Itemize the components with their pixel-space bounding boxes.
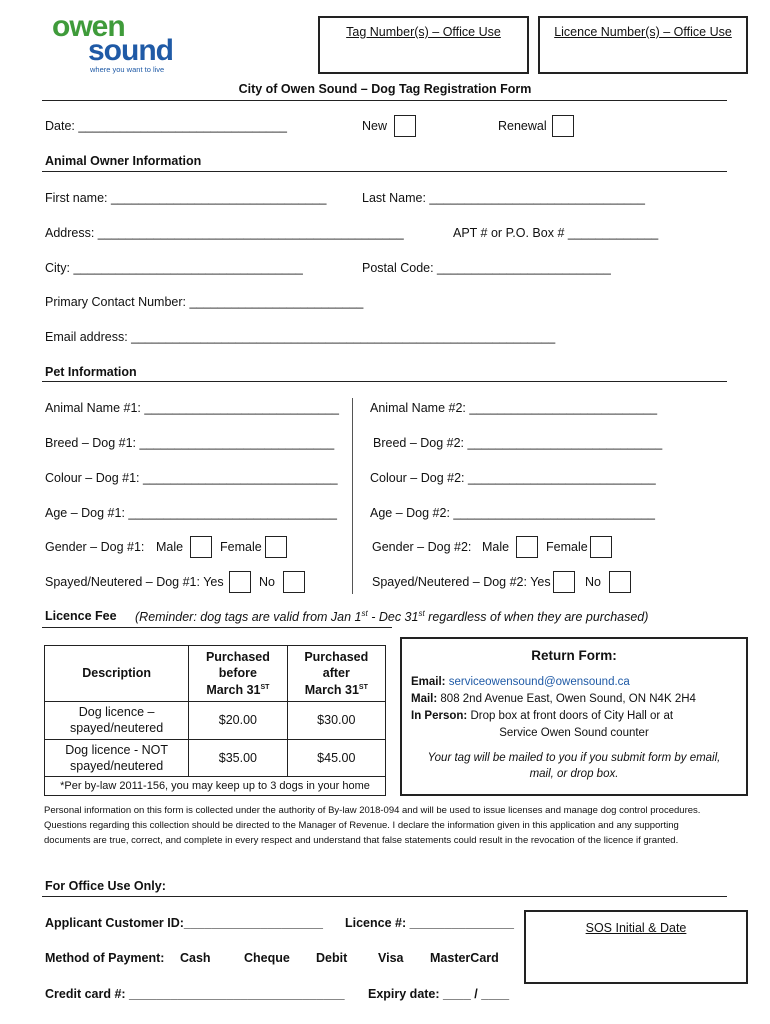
sos-initial-label: SOS Initial & Date xyxy=(585,921,687,935)
new-label: New xyxy=(362,119,388,133)
fee-row1-before: $20.00 xyxy=(189,702,287,740)
fee-header-row xyxy=(45,646,386,702)
dog2-spayed-label: Spayed/Neutered – Dog #2: Yes xyxy=(372,575,551,589)
dog1-male-checkbox[interactable] xyxy=(190,536,212,558)
return-heading: Return Form: xyxy=(531,648,617,663)
office-rule xyxy=(42,896,727,897)
pet-heading: Pet Information xyxy=(45,365,137,379)
return-person-line-2: Service Owen Sound counter xyxy=(499,727,649,739)
reminder-text-c: regardless of when they are purchased) xyxy=(424,610,649,625)
credit-card-field[interactable]: Credit card #: _______________________________ xyxy=(45,987,345,1001)
dog2-age-field[interactable]: Age – Dog #2: _____________________________ xyxy=(370,506,655,520)
return-person-line xyxy=(411,710,673,722)
fee-row xyxy=(45,739,386,777)
licence-number-field[interactable]: Licence #: _______________ xyxy=(345,916,514,930)
col-before-date: March 31 xyxy=(206,682,261,697)
reminder-sup-1: st xyxy=(361,609,368,618)
renewal-label: Renewal xyxy=(498,119,547,133)
sos-initial-box[interactable] xyxy=(524,910,748,984)
new-checkbox[interactable] xyxy=(394,115,416,137)
fee-row xyxy=(45,702,386,740)
logo-tagline: where you want to live xyxy=(90,65,165,74)
privacy-statement: Personal information on this form is collected under the authority of By-law 2018-094 and will be used to issue licenses and manage dog control procedures. Questions regarding this collection should be directed to the Manager of Revenue. I declare the information given in this application and any supporting documents are true, correct, and complete in every respect and understand that false statements could result in the revocation of the licence if granted. xyxy=(44,805,701,846)
return-note: Your tag will be mailed to you if you submit form by email, mail, or drop box. xyxy=(427,752,721,780)
dog2-no-label: No xyxy=(585,575,601,589)
postal-code-field[interactable]: Postal Code: _________________________ xyxy=(362,261,611,275)
licence-fee-table xyxy=(44,645,386,796)
owner-heading: Animal Owner Information xyxy=(45,154,202,168)
dog1-colour-field[interactable]: Colour – Dog #1: ____________________________ xyxy=(45,471,338,485)
dog2-breed-field[interactable]: Breed – Dog #2: ____________________________ xyxy=(373,436,663,450)
col-before-sup: ST xyxy=(260,683,270,691)
fee-row1-desc: Dog licence – spayed/neutered xyxy=(45,702,189,740)
licence-fee-heading: Licence Fee xyxy=(45,609,117,623)
col-after-sup: ST xyxy=(358,683,368,691)
dog1-breed-field[interactable]: Breed – Dog #1: ____________________________ xyxy=(45,436,335,450)
payment-visa[interactable]: Visa xyxy=(378,951,404,965)
title-rule xyxy=(42,100,727,101)
dog2-female-label: Female xyxy=(546,540,588,554)
dog2-female-checkbox[interactable] xyxy=(590,536,612,558)
dog2-spayed-yes-checkbox[interactable] xyxy=(553,571,575,593)
fee-rule xyxy=(42,627,392,628)
owen-sound-logo xyxy=(52,10,182,74)
dog1-female-label: Female xyxy=(220,540,262,554)
col-after xyxy=(287,646,385,702)
dog1-spayed-label: Spayed/Neutered – Dog #1: Yes xyxy=(45,575,224,589)
return-person-label: In Person: xyxy=(411,710,468,722)
fee-row2-desc: Dog licence - NOT spayed/neutered xyxy=(45,739,189,777)
payment-cash[interactable]: Cash xyxy=(180,951,211,965)
fee-footnote-row xyxy=(45,777,386,796)
dog2-spayed-no-checkbox[interactable] xyxy=(609,571,631,593)
dog2-male-checkbox[interactable] xyxy=(516,536,538,558)
return-mail-line xyxy=(411,693,696,705)
form-title: City of Owen Sound – Dog Tag Registration Form xyxy=(238,82,532,96)
dog2-male-label: Male xyxy=(482,540,510,554)
tag-number-box[interactable] xyxy=(318,16,529,74)
licence-fee-reminder xyxy=(135,609,648,624)
col-before xyxy=(189,646,287,702)
col-after-text: Purchased after xyxy=(304,650,369,681)
fee-row1-after: $30.00 xyxy=(287,702,385,740)
dog1-female-checkbox[interactable] xyxy=(265,536,287,558)
dog1-gender-label: Gender – Dog #1: xyxy=(45,540,145,554)
licence-number-label: Licence Number(s) – Office Use xyxy=(554,25,732,39)
return-mail-value: 808 2nd Avenue East, Owen Sound, ON N4K 2H4 xyxy=(440,693,696,705)
date-field[interactable]: Date: ______________________________ xyxy=(45,119,287,133)
address-field[interactable]: Address: ____________________________________________ xyxy=(45,226,404,240)
payment-mastercard[interactable]: MasterCard xyxy=(430,951,499,965)
return-form-box xyxy=(400,637,748,796)
logo-word-sound: sound xyxy=(88,34,173,67)
tag-number-label: Tag Number(s) – Office Use xyxy=(346,25,501,39)
return-email-line xyxy=(411,676,630,688)
dog1-male-label: Male xyxy=(156,540,184,554)
dog1-no-label: No xyxy=(259,575,275,589)
renewal-checkbox[interactable] xyxy=(552,115,574,137)
payment-cheque[interactable]: Cheque xyxy=(244,951,290,965)
expiry-date-field[interactable]: Expiry date: ____ / ____ xyxy=(368,987,510,1001)
owner-rule xyxy=(42,171,727,172)
return-mail-label: Mail: xyxy=(411,693,438,705)
email-field[interactable]: Email address: _____________________________________________________________ xyxy=(45,330,556,344)
fee-row2-after: $45.00 xyxy=(287,739,385,777)
col-description: Description xyxy=(45,646,189,702)
apt-field[interactable]: APT # or P.O. Box # _____________ xyxy=(453,226,659,240)
fee-row2-before: $35.00 xyxy=(189,739,287,777)
dog1-age-field[interactable]: Age – Dog #1: ______________________________ xyxy=(45,506,337,520)
customer-id-field[interactable]: Applicant Customer ID:____________________ xyxy=(45,916,323,930)
logo-word-owen: owen xyxy=(52,10,125,43)
fee-footnote: *Per by-law 2011-156, you may keep up to 3 dogs in your home xyxy=(45,777,386,796)
city-field[interactable]: City: _________________________________ xyxy=(45,261,303,275)
dog1-spayed-yes-checkbox[interactable] xyxy=(229,571,251,593)
reminder-text-a: (Reminder: dog tags are valid from Jan 1 xyxy=(135,610,362,625)
dog1-spayed-no-checkbox[interactable] xyxy=(283,571,305,593)
return-email-link[interactable]: serviceowensound@owensound.ca xyxy=(448,676,630,688)
pet-divider xyxy=(352,398,353,594)
office-heading: For Office Use Only: xyxy=(45,879,166,893)
last-name-field[interactable]: Last Name: _______________________________ xyxy=(362,191,645,205)
first-name-field[interactable]: First name: _______________________________ xyxy=(45,191,327,205)
dog2-gender-label: Gender – Dog #2: xyxy=(372,540,472,554)
reminder-sup-2: st xyxy=(418,609,425,618)
dog2-name-field[interactable]: Animal Name #2: ___________________________ xyxy=(370,401,658,415)
col-before-text: Purchased before xyxy=(205,650,270,681)
dog2-colour-field[interactable]: Colour – Dog #2: ___________________________ xyxy=(370,471,656,485)
pet-rule xyxy=(42,381,727,382)
reminder-text-b: - Dec 31 xyxy=(367,610,419,625)
payment-method-label: Method of Payment: xyxy=(45,951,165,965)
col-after-date: March 31 xyxy=(304,682,359,697)
return-email-label: Email: xyxy=(411,676,446,688)
licence-number-box[interactable] xyxy=(538,16,748,74)
payment-debit[interactable]: Debit xyxy=(316,951,348,965)
return-person-value: Drop box at front doors of City Hall or at xyxy=(470,710,674,722)
phone-field[interactable]: Primary Contact Number: _________________________ xyxy=(45,295,364,309)
dog1-name-field[interactable]: Animal Name #1: ____________________________ xyxy=(45,401,340,415)
